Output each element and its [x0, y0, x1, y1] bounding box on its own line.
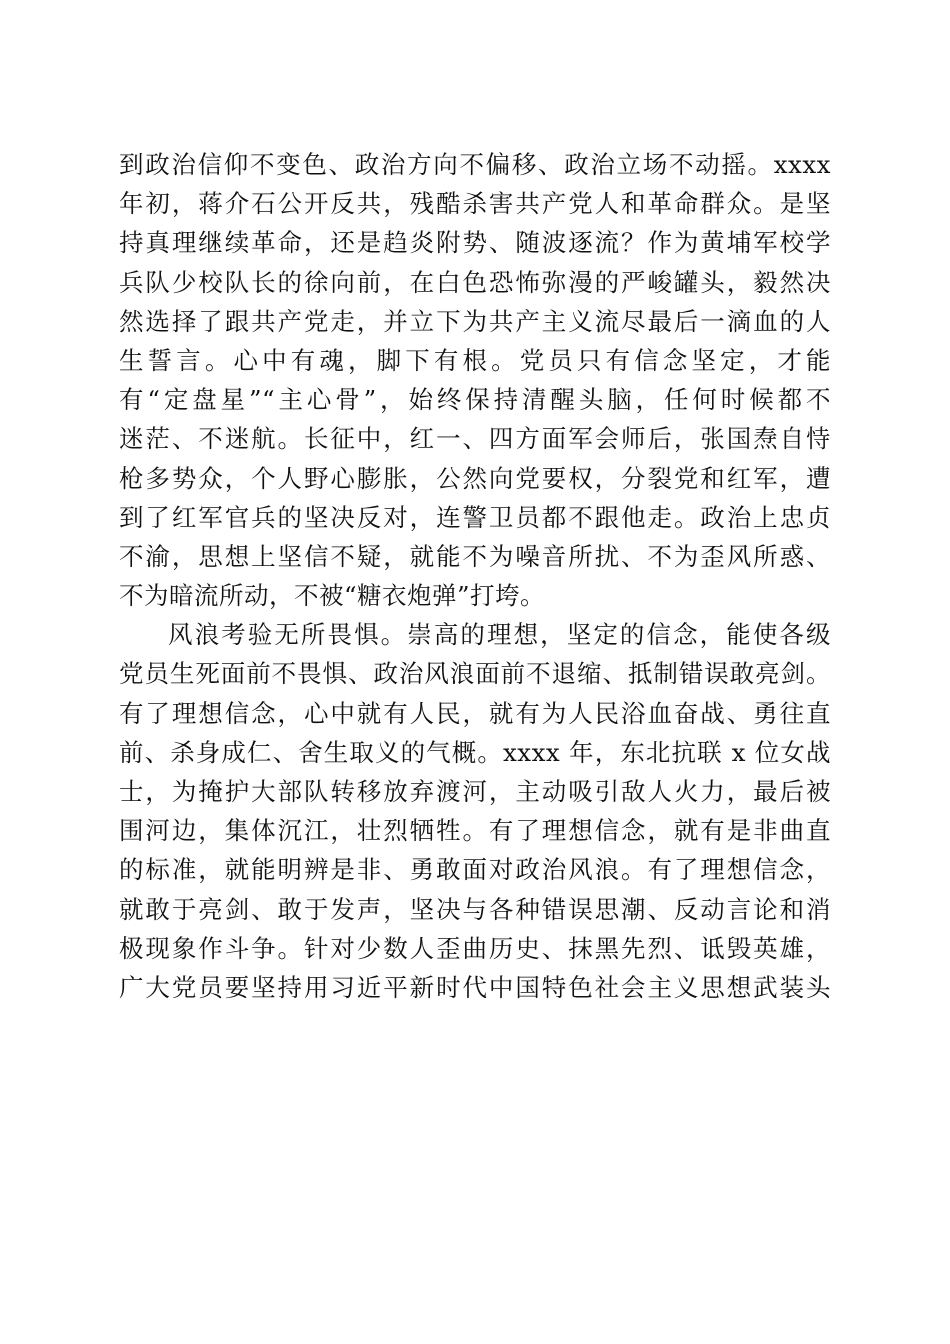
- text-line: 到政治信仰不变色、政治方向不偏移、政治立场不动摇。xxxx: [119, 150, 831, 179]
- body-text: [119, 145, 831, 1007]
- text-line: 党员生死面前不畏惧、政治风浪面前不退缩、抵制错误敢亮剑。: [119, 659, 831, 689]
- text-line: 枪多势众，个人野心膨胀，公然向党要权，分裂党和红军，遭: [119, 463, 831, 493]
- text-line: 持真理继续革命，还是趋炎附势、随波逐流？作为黄埔军校学: [119, 228, 831, 258]
- text-line: 年初，蒋介石公开反共，残酷杀害共产党人和革命群众。是坚: [119, 189, 831, 219]
- text-line: 士，为掩护大部队转移放弃渡河，主动吸引敌人火力，最后被: [119, 777, 831, 806]
- text-line: 围河边，集体沉江，壮烈牺牲。有了理想信念，就有是非曲直: [119, 816, 831, 846]
- text-line: 到了红军官兵的坚决反对，连警卫员都不跟他走。政治上忠贞: [119, 502, 831, 532]
- text-line: 广大党员要坚持用习近平新时代中国特色社会主义思想武装头: [119, 972, 831, 1002]
- text-line: 不渝，思想上坚信不疑，就能不为噪音所扰、不为歪风所惑、: [119, 541, 831, 571]
- text-line: 前、杀身成仁、舍生取义的气概。xxxx 年，东北抗联 x 位女战: [119, 737, 831, 767]
- text-line: 的标准，就能明辨是非、勇敢面对政治风浪。有了理想信念，: [119, 855, 831, 885]
- text-line: 兵队少校队长的徐向前，在白色恐怖弥漫的严峻罐头，毅然决: [119, 267, 831, 297]
- text-line: 极现象作斗争。针对少数人歪曲历史、抹黑先烈、诋毁英雄，: [119, 933, 831, 963]
- paragraph-1: [119, 145, 831, 615]
- text-line: 风浪考验无所畏惧。崇高的理想，坚定的信念，能使各级: [168, 620, 831, 650]
- text-line: 生誓言。心中有魂，脚下有根。党员只有信念坚定，才能: [119, 345, 831, 375]
- text-line: 然选择了跟共产党走，并立下为共产主义流尽最后一滴血的人: [119, 306, 831, 336]
- text-line: 就敢于亮剑、敢于发声，坚决与各种错误思潮、反动言论和消: [119, 894, 831, 924]
- text-line: 不为暗流所动，不被“糖衣炮弹”打垮。: [119, 581, 546, 611]
- text-line: 有“定盘星”“主心骨”，始终保持清醒头脑，任何时候都不: [119, 385, 831, 415]
- paragraph-2: [119, 615, 831, 1007]
- text-line: 有了理想信念，心中就有人民，就有为人民浴血奋战、勇往直: [119, 698, 831, 728]
- text-line: 迷茫、不迷航。长征中，红一、四方面军会师后，张国焘自恃: [119, 424, 831, 454]
